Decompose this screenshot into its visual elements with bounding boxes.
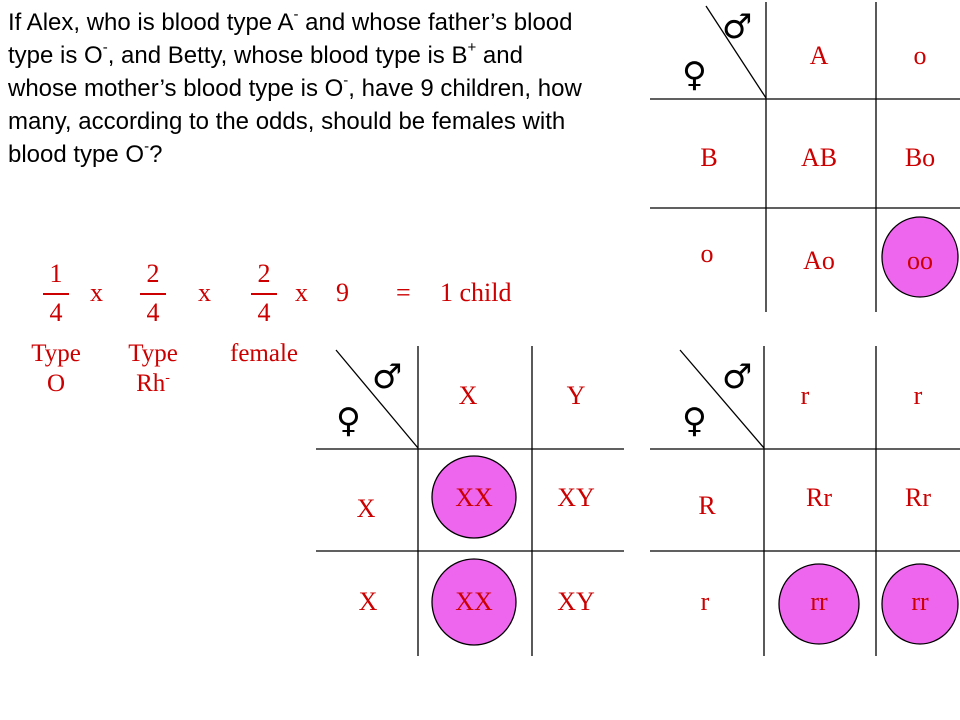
offspring-cell: Bo bbox=[904, 143, 936, 172]
fraction-numerator: 2 bbox=[257, 259, 271, 288]
female-allele: r bbox=[700, 587, 710, 616]
offspring-cell-highlighted: XX bbox=[455, 483, 493, 512]
fraction-denominator: 4 bbox=[49, 298, 63, 327]
male-allele: Y bbox=[566, 381, 586, 410]
female-allele: o bbox=[700, 239, 714, 268]
female-allele: X bbox=[358, 587, 378, 616]
offspring-cell: XY bbox=[557, 587, 595, 616]
times-sign: x bbox=[198, 278, 211, 307]
male-allele: r bbox=[800, 381, 810, 410]
female-allele: B bbox=[700, 143, 718, 172]
fraction-numerator: 2 bbox=[146, 259, 160, 288]
male-allele: X bbox=[458, 381, 478, 410]
offspring-cell: AB bbox=[800, 143, 838, 172]
male-allele: r bbox=[913, 381, 923, 410]
result: 1 child bbox=[440, 278, 512, 307]
offspring-cell-highlighted: rr bbox=[810, 587, 828, 616]
offspring-cell: Rr bbox=[806, 483, 832, 512]
question-text: If Alex, who is blood type A- and whose father’s blood type is O-, and Betty, whose blood type is B+ and whose mother’s blood type is O-, have 9 children, how many, according to the odds, should be females with blood type O-? bbox=[8, 6, 582, 168]
male-symbol: ♂ bbox=[722, 7, 753, 47]
label-type-o: Type O bbox=[31, 340, 81, 397]
offspring-cell-highlighted: rr bbox=[911, 587, 929, 616]
female-allele: X bbox=[356, 494, 376, 523]
fraction-numerator: 1 bbox=[49, 259, 63, 288]
label-type-rh: Type Rh- bbox=[128, 340, 178, 397]
equals-sign: = bbox=[396, 278, 411, 307]
male-allele: A bbox=[809, 41, 829, 70]
times-sign: x bbox=[295, 278, 308, 307]
multiplier: 9 bbox=[336, 278, 349, 307]
female-symbol: ♀ bbox=[682, 401, 707, 441]
female-symbol: ♀ bbox=[336, 401, 361, 441]
fraction-denominator: 4 bbox=[146, 298, 160, 327]
offspring-cell-highlighted: XX bbox=[455, 587, 493, 616]
offspring-cell-highlighted: oo bbox=[907, 246, 933, 275]
label-female: female bbox=[229, 340, 299, 367]
female-allele: R bbox=[698, 491, 716, 520]
female-symbol: ♀ bbox=[682, 55, 707, 95]
offspring-cell: XY bbox=[557, 483, 595, 512]
times-sign: x bbox=[90, 278, 103, 307]
male-symbol: ♂ bbox=[722, 357, 753, 397]
fraction-denominator: 4 bbox=[257, 298, 271, 327]
offspring-cell: Rr bbox=[905, 483, 931, 512]
male-symbol: ♂ bbox=[372, 357, 403, 397]
offspring-cell: Ao bbox=[803, 246, 835, 275]
male-allele: o bbox=[913, 41, 927, 70]
